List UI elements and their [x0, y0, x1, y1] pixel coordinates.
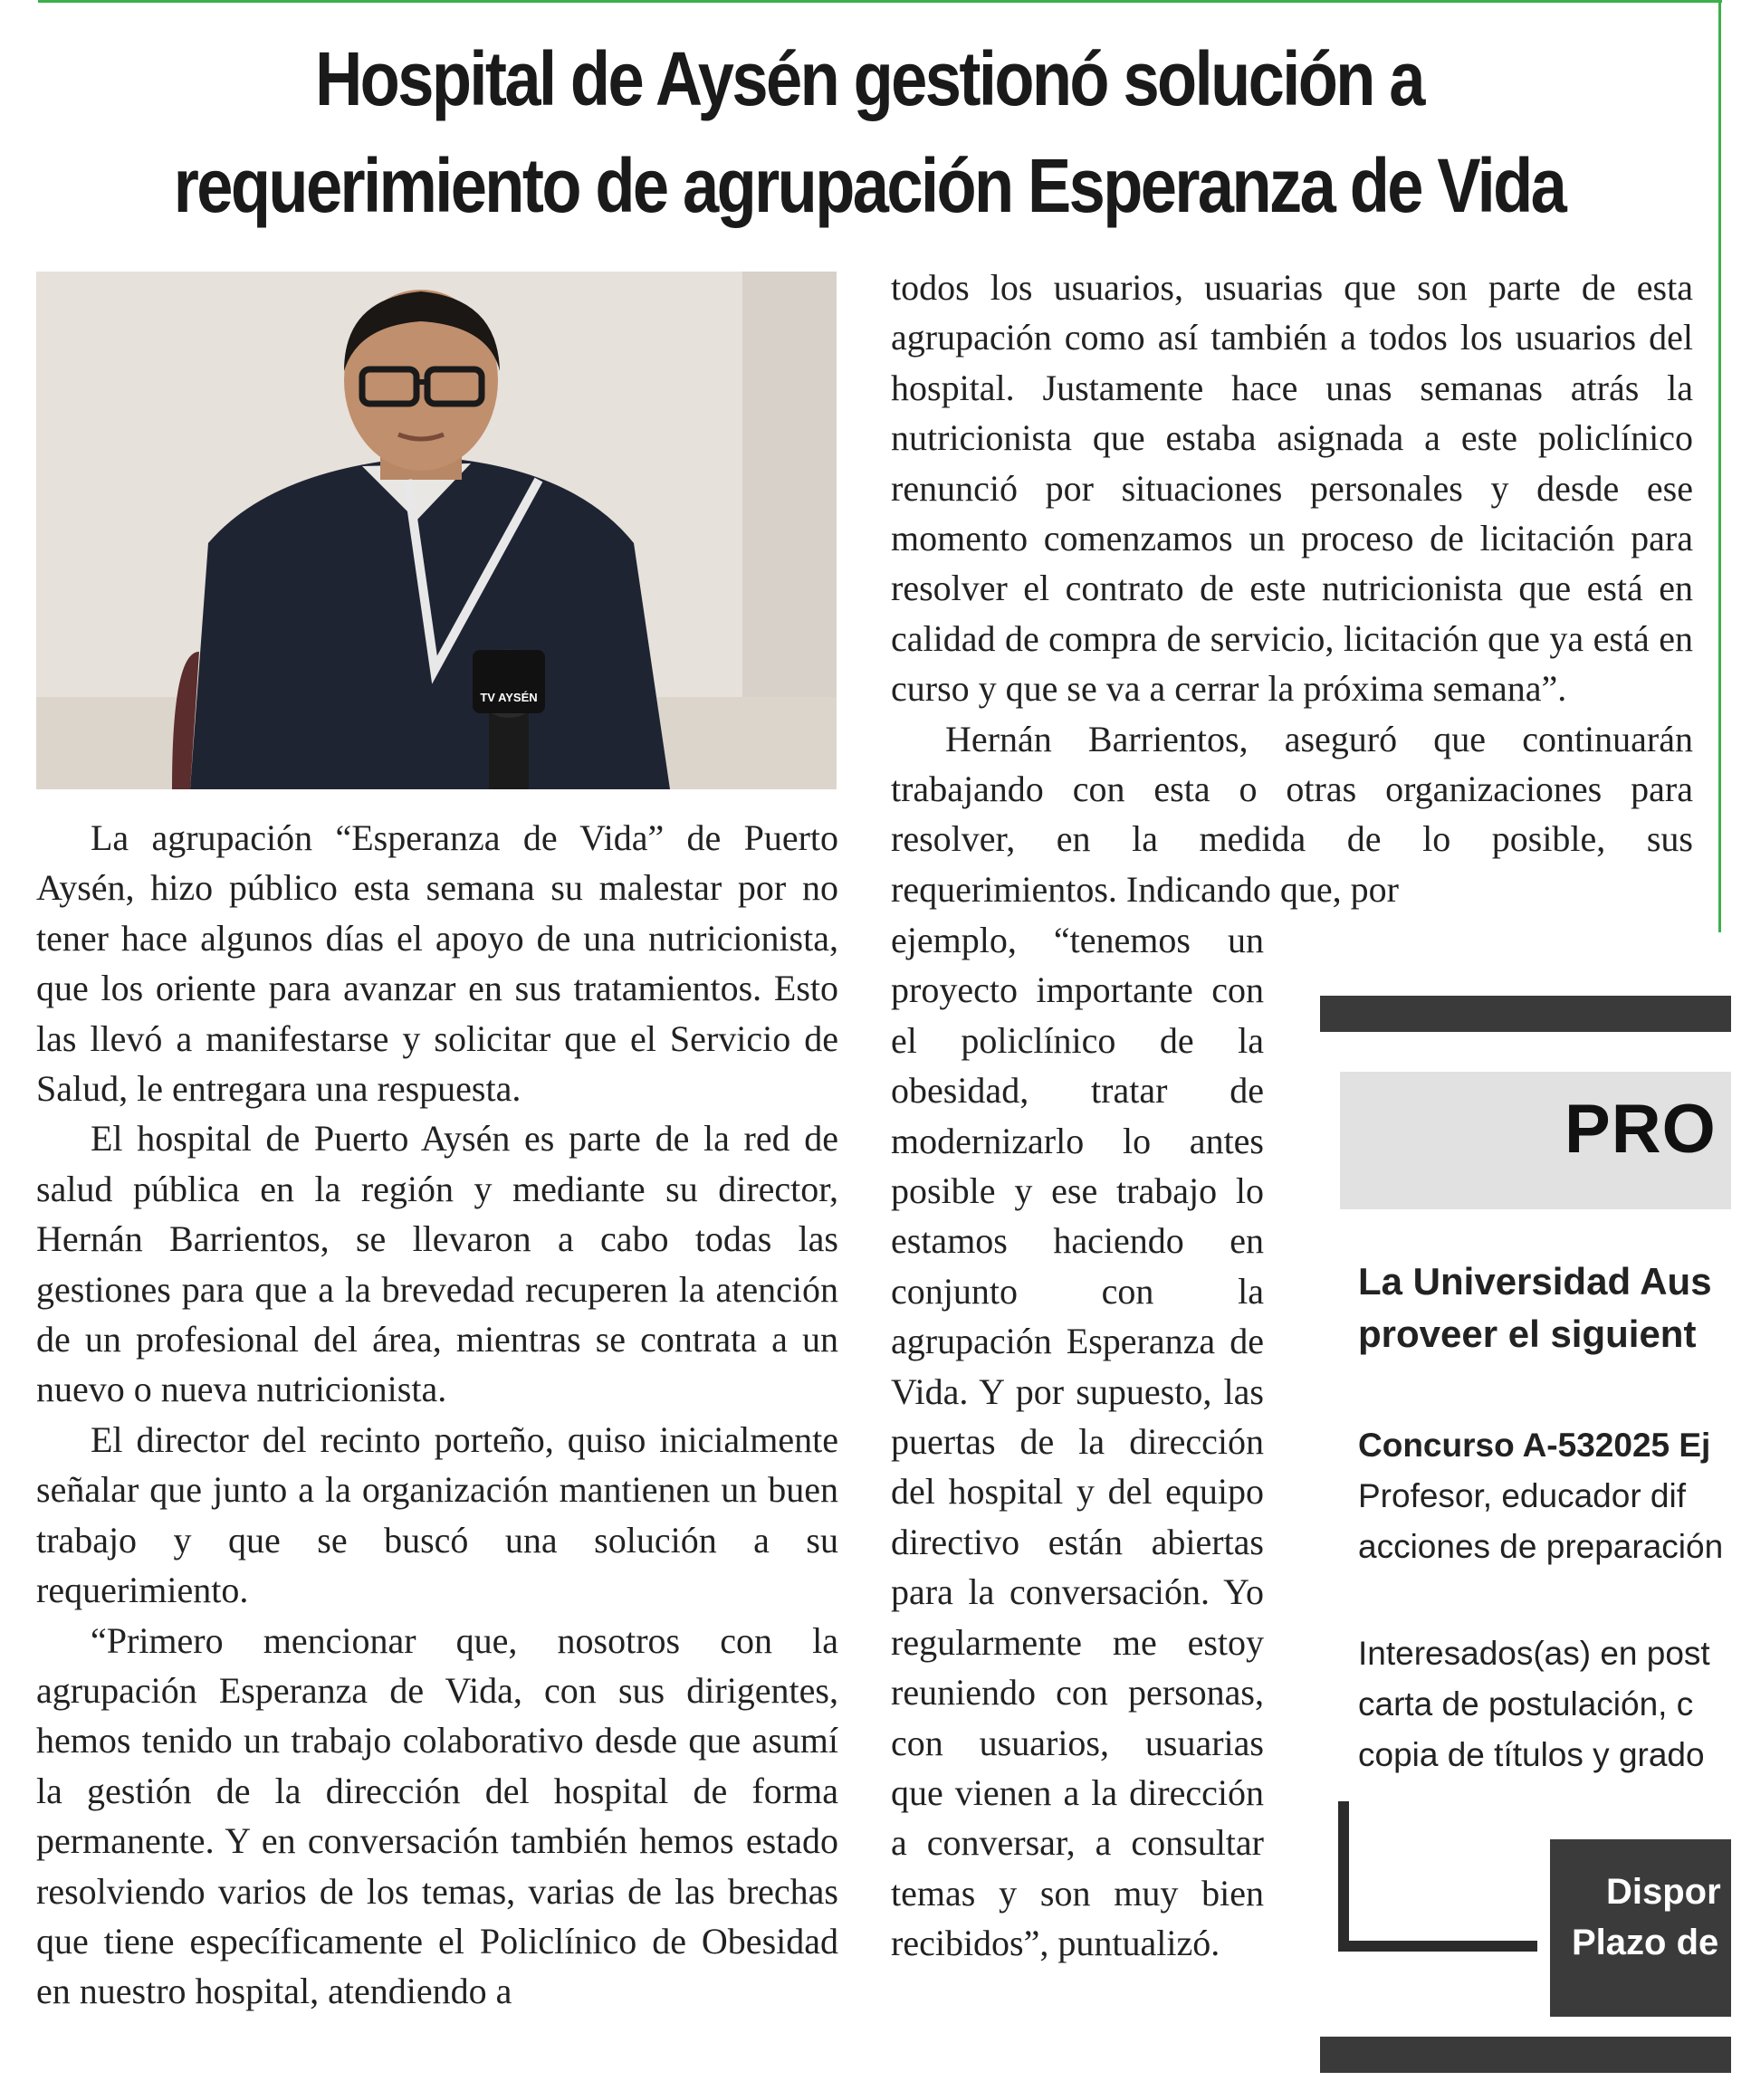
ad-bracket [1338, 1941, 1537, 1952]
ad-title-box [1340, 1072, 1731, 1209]
advertisement [1320, 996, 1751, 2100]
paragraph: “Primero mencionar que, nosotros con la agrupación Esperanza de Vida, con sus dirigentes, hemos tenido un trabajo colaborativo desde que asumí la gestión de la dirección del hospital de forma permanente. Y en conversación también hemos estado resolviendo varios de los temas, varias de las brechas que tiene específicamente el Policlínico de Obesidad en nuestro hospital, atendiendo a [36, 1619, 838, 2012]
ad-title: PRO [1564, 1091, 1717, 1168]
ad-box-line: Plazo de p [1572, 1923, 1751, 1962]
ad-bracket [1338, 1801, 1349, 1952]
headline-line-1: Hospital de Aysén gestionó solución a [315, 36, 1423, 121]
paragraph: ejemplo, “tenemos un proyecto importante con el policlínico de la obesidad, tratar de modernizarlo lo antes posible y ese trabajo lo estamos haciendo en conjunto con la agrupación Esperanza de Vida. Y por supuesto, las puertas de la dirección del hospital y del equipo directivo están abiertas para la conversación. Yo regularmente me estoy reuniendo con personas, con usuarios, usuarias que vienen a la dirección a conversar, a consultar temas y son muy bien recibidos”, puntualizó. [891, 920, 1264, 1964]
ad-line: copia de títulos y grado [1358, 1736, 1705, 1773]
director-portrait-illustration [36, 272, 837, 789]
ad-line: Profesor, educador dif [1358, 1477, 1686, 1514]
mic-logo-text: TV AYSÉN [480, 691, 538, 704]
paragraph: todos los usuarios, usuarias que son parte de esta agrupación como así también a todos los usuarios del hospital. Justamente hace unas semanas atrás la nutricionista que estaba asignada a este policlínico renunció por situaciones personales y desde ese momento comenzamos un proceso de licitación para resolver el contrato de este nutricionista que está en calidad de compra de servicio, licitación que ya está en curso y que se va a cerrar la próxima semana”. [891, 267, 1693, 710]
article-headline [153, 25, 1585, 239]
ad-box-line: Dispor [1606, 1872, 1721, 1912]
ad-line: Concurso A-532025 Ej [1358, 1427, 1711, 1464]
paragraph: Hernán Barrientos, aseguró que continuarán trabajando con esta o otras organizaciones para resolver, en la medida de lo posible, sus requerimientos. Indicando que, por [891, 718, 1693, 910]
article-column-right [891, 262, 1693, 914]
ad-line: proveer el siguient [1358, 1312, 1697, 1355]
ad-line: acciones de preparación [1358, 1528, 1724, 1565]
paragraph: El hospital de Puerto Aysén es parte de la red de salud pública en la región y mediante su director, Hernán Barrientos, se llevaron a cabo todas las gestiones para que a la brevedad recuperen la atención de un profesional del área, mientras se contrata a un nuevo o nueva nutricionista. [36, 1118, 838, 1410]
ad-top-bar [1320, 996, 1731, 1032]
ad-deadline-box [1550, 1839, 1751, 2017]
article-column-left [36, 813, 838, 2017]
paragraph: La agrupación “Esperanza de Vida” de Puerto Aysén, hizo público esta semana su malestar por no tener hace algunos días el apoyo de una nutricionista, que los oriente para avanzar en sus tratamientos. Esto las llevó a manifestarse y solicitar que el Servicio de Salud, le entregara una respuesta. [36, 817, 838, 1110]
paragraph: El director del recinto porteño, quiso inicialmente señalar que junto a la organización mantienen un buen trabajo y que se buscó una solución a su requerimiento. [36, 1418, 838, 1611]
headline-line-2: requerimiento de agrupación Esperanza de Vida [173, 143, 1565, 228]
ad-line: carta de postulación, c [1358, 1685, 1694, 1723]
ad-line: La Universidad Aus [1358, 1260, 1712, 1303]
top-green-rule [38, 0, 1722, 3]
article-photo [36, 272, 837, 789]
ad-bottom-bar [1320, 2037, 1731, 2073]
right-green-rule [1718, 0, 1721, 932]
ad-line: Interesados(as) en post [1358, 1635, 1710, 1672]
article-column-right-narrow [891, 915, 1264, 1969]
